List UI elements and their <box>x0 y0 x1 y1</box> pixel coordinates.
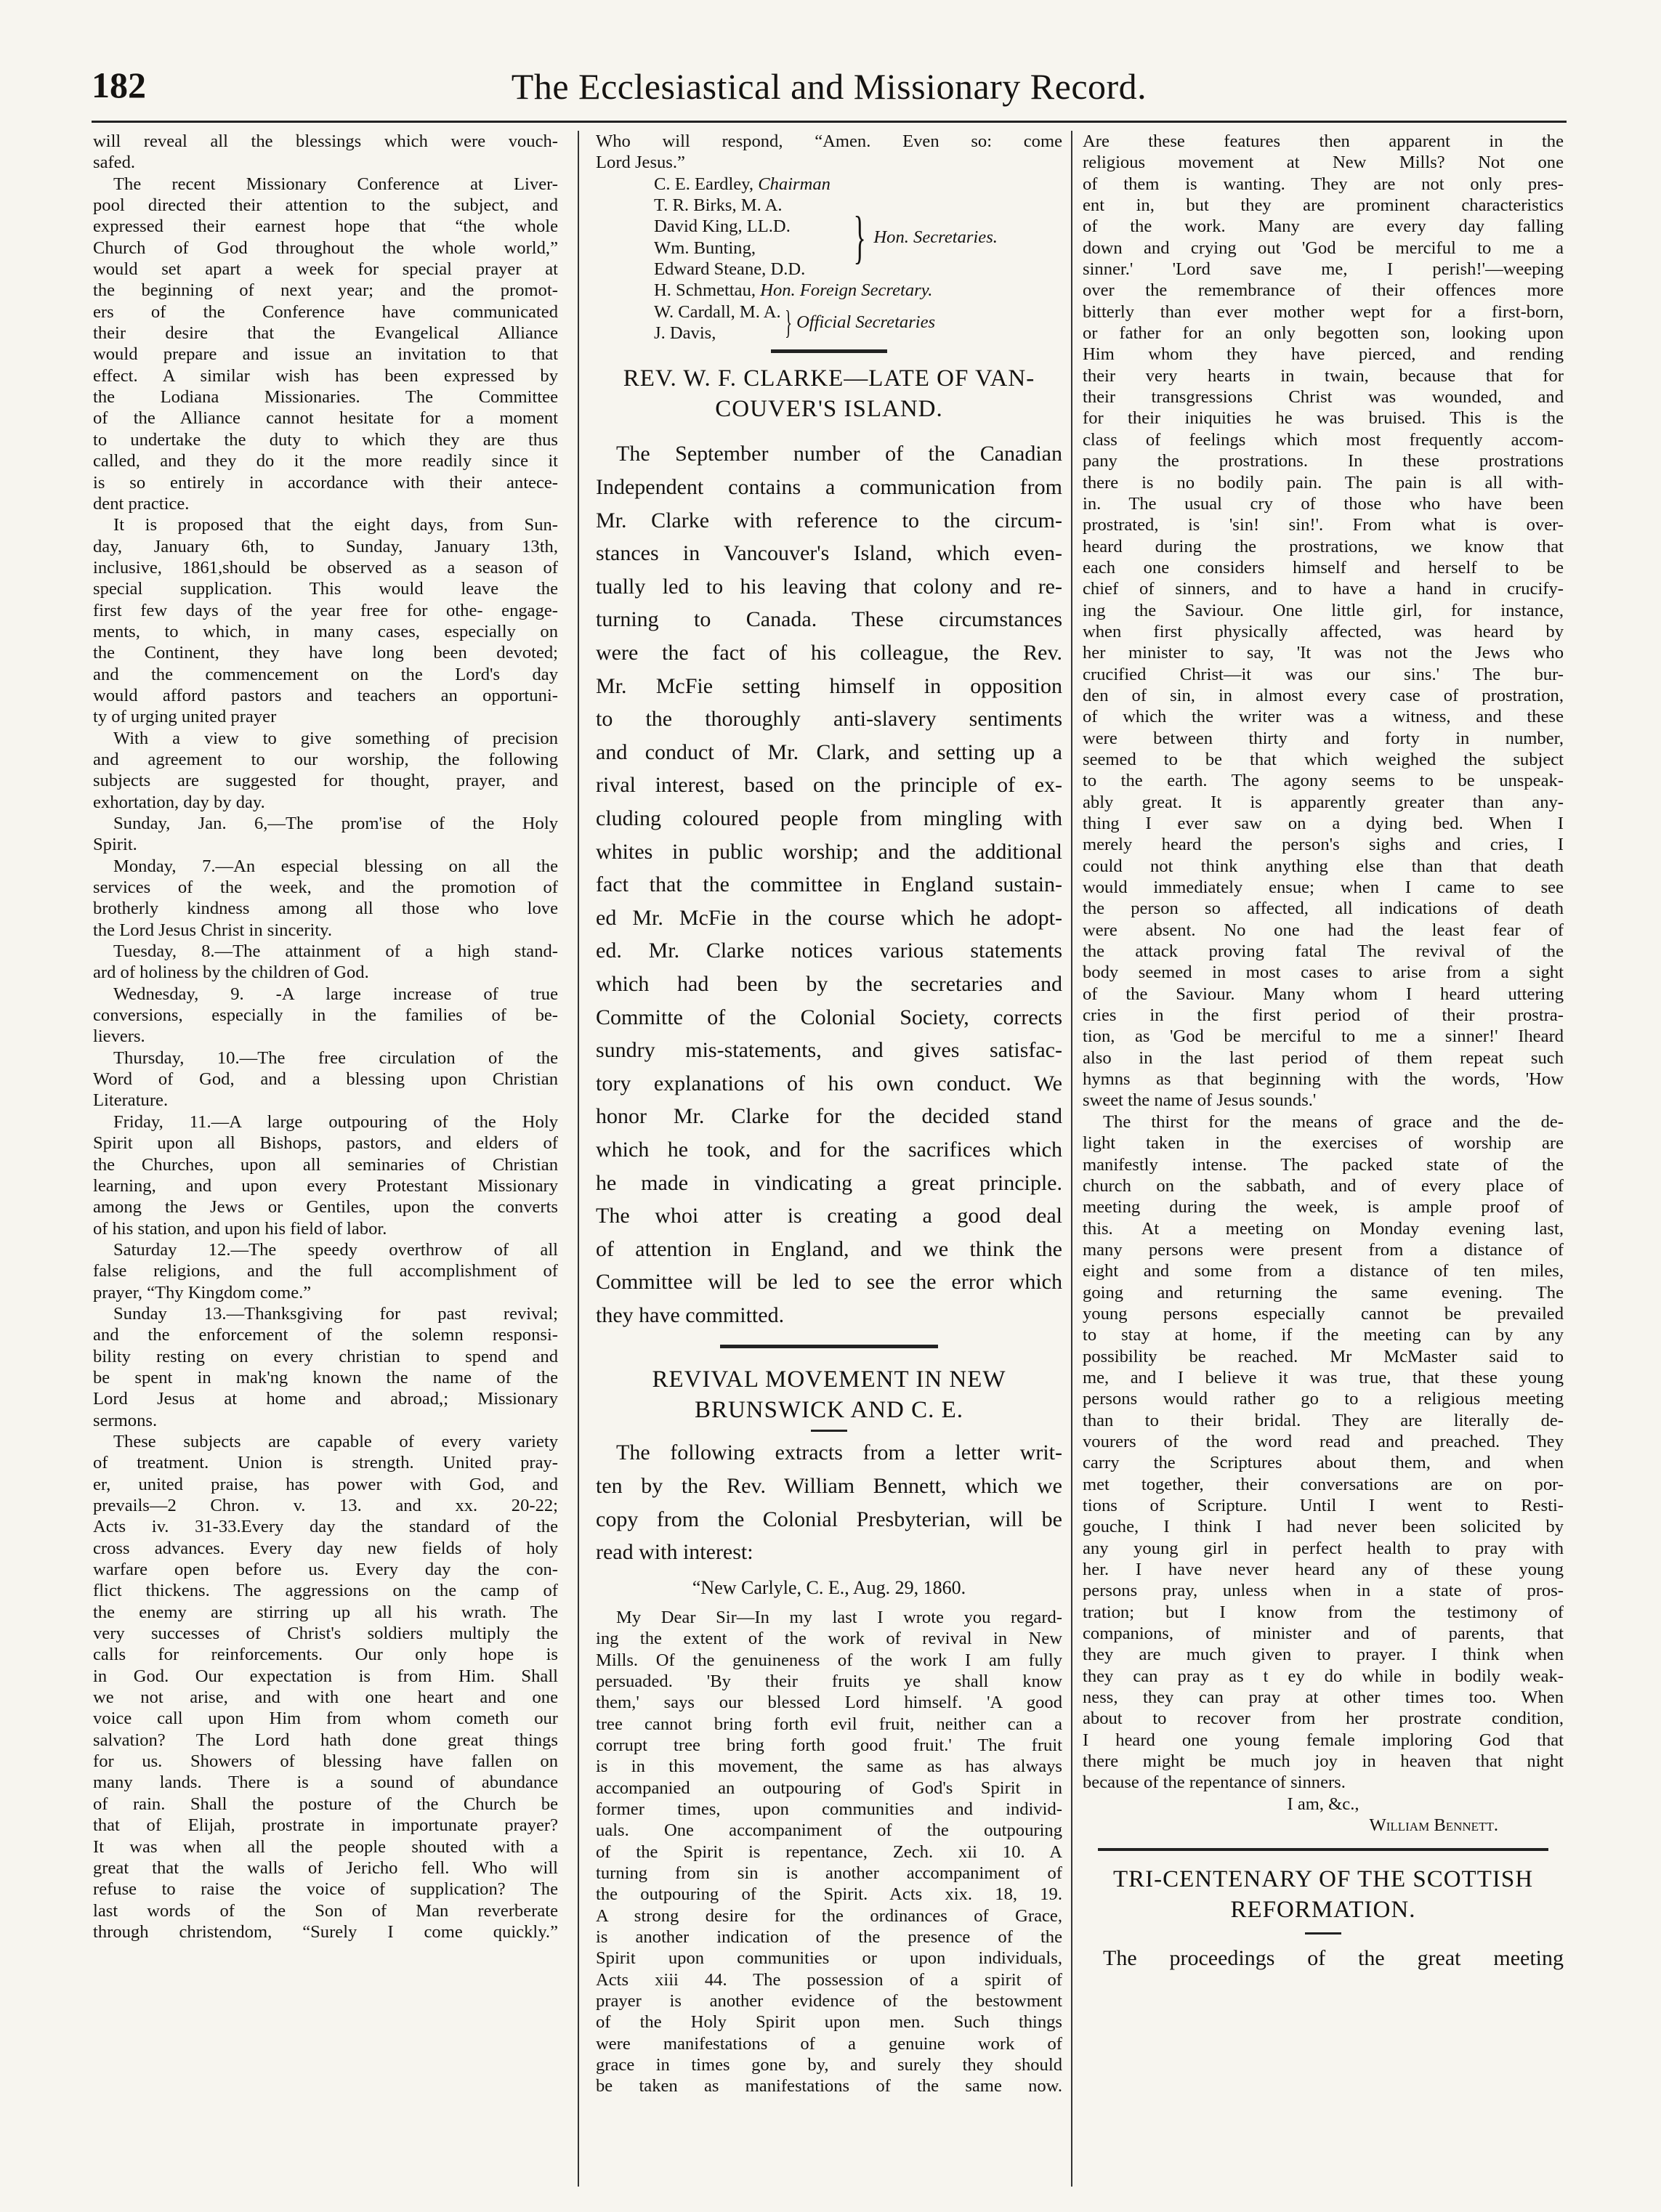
text-line: turning from sin is another accompaniment of <box>596 1863 1062 1883</box>
text-line: cross advances. Every day new fields of holy <box>93 1538 558 1558</box>
column-divider <box>1071 131 1072 2187</box>
text-line: Spirit upon all Bishops, pastors, and elders of <box>93 1133 558 1154</box>
text-line: of them is wanting. They are not only pres- <box>1083 174 1564 194</box>
text-line: bitterly than ever mother wept for a first-born, <box>1083 301 1564 322</box>
text-line: met together, their conversations are on por- <box>1083 1474 1564 1494</box>
text-line: any young girl in perfect health to pray with <box>1083 1538 1564 1558</box>
text-line: many persons were present from a distance of <box>1083 1239 1564 1260</box>
text-line: prayer, “Thy Kingdom come.” <box>93 1282 312 1303</box>
text-line: refuse to raise the voice of supplication? The <box>93 1879 558 1900</box>
signatory-name: J. Davis, <box>654 323 716 344</box>
column-2 <box>596 131 1062 2194</box>
text-line: of treatment. Union is strength. United pray- <box>93 1453 558 1473</box>
text-line: The September number of the Canadian <box>616 442 1062 466</box>
signatory-name: Wm. Bunting, <box>654 238 756 258</box>
text-line: in. The usual cry of those who have been <box>1083 493 1564 514</box>
text-line: Him whom they have pierced, and rending <box>1083 344 1564 365</box>
text-line: Spirit upon communities or upon individuals, <box>596 1948 1062 1969</box>
text-line: Saturday 12.—The speedy overthrow of all <box>113 1239 558 1260</box>
text-line: in God. Our expectation is from Him. Shall <box>93 1666 558 1686</box>
text-line: of which the writer was a witness, and these <box>1083 707 1564 727</box>
text-line: would set apart a week for special prayer at <box>93 259 558 280</box>
signatory-role: Chairman <box>758 174 830 194</box>
text-line: tree cannot bring forth evil fruit, neither can a <box>596 1714 1062 1734</box>
text-line: there is no bodily pain. The pain is all with- <box>1083 472 1564 493</box>
text-line: lievers. <box>93 1026 145 1047</box>
text-line: the Lord Jesus Christ in sincerity. <box>93 920 333 940</box>
text-line: of the Saviour. Many whom I heard uttering <box>1083 984 1564 1004</box>
text-line: hymns as that beginning with the words, 'How <box>1083 1069 1564 1090</box>
text-line: also in the last period of them repeat such <box>1083 1048 1564 1068</box>
short-rule <box>1305 1932 1341 1935</box>
text-line: there might be much joy in heaven that night <box>1083 1751 1564 1772</box>
column-1 <box>93 131 558 2187</box>
text-line: their very hearts in twain, because that for <box>1083 365 1564 386</box>
evangelical-alliance-text <box>93 131 558 1942</box>
text-line: prayer is another evidence of the bestowment <box>596 1991 1062 2012</box>
text-line: Committe of the Colonial Society, corrects <box>596 1005 1062 1029</box>
text-line: were absent. No one had the least fear of <box>1083 920 1564 940</box>
text-line: persons would rather go to a religious meeting <box>1083 1389 1564 1409</box>
text-line: ments, to which, in many cases, especially on <box>93 621 558 641</box>
text-line: the person so affected, all indications of death <box>1083 899 1564 919</box>
text-line: the attack proving fatal The revival of the <box>1083 941 1564 962</box>
text-line: among the Jews or Gentiles, upon the converts <box>93 1197 558 1218</box>
text-line: The thirst for the means of grace and the de- <box>1103 1111 1564 1132</box>
text-line: seemed to be that which weighed the subject <box>1083 749 1564 769</box>
text-line: ty of urging united prayer <box>93 707 277 727</box>
text-line: rival interest, based on the principle of ex- <box>596 773 1062 798</box>
text-line: this. At a meeting on Monday evening last, <box>1083 1218 1564 1239</box>
text-line: tion, as 'God be merciful to me a sinner!' Iheard <box>1083 1026 1564 1047</box>
text-line: down and crying out 'God be merciful to me a <box>1083 238 1564 258</box>
text-line: The recent Missionary Conference at Liver- <box>113 174 558 194</box>
text-line: Mr. McFie setting himself in opposition <box>596 673 1062 698</box>
text-line: great that the walls of Jericho fell. Who will <box>93 1857 558 1878</box>
text-line: corrupt tree bring forth good fruit.' The fruit <box>596 1735 1062 1755</box>
text-line: sermons. <box>93 1410 158 1430</box>
text-line: A strong desire for the ordinances of Grace, <box>596 1905 1062 1926</box>
text-line: Sunday, Jan. 6,—The prom'ise of the Holy <box>113 814 558 833</box>
text-line: persons pray, unless when in a state of pros- <box>1083 1581 1564 1601</box>
signatory-name: T. R. Birks, M. A. <box>654 195 783 216</box>
text-line: It is proposed that the eight days, from Sun- <box>113 515 558 535</box>
text-line: of his station, and upon his field of labor. <box>93 1218 387 1239</box>
column-3 <box>1083 131 1564 2187</box>
text-line: or father for an only begotten son, looking upon <box>1083 323 1564 344</box>
text-line: The proceedings of the great meeting <box>1103 1945 1564 1970</box>
text-line: to the earth. The agony seems to be unspeak- <box>1083 771 1564 791</box>
text-line: light taken in the exercises of worship are <box>1083 1133 1564 1154</box>
text-line: eight and some from a distance of ten miles, <box>1083 1261 1564 1281</box>
text-line: possibility be reached. Mr McMaster said to <box>1083 1346 1564 1366</box>
text-line: Sunday 13.—Thanksgiving for past revival; <box>113 1303 558 1324</box>
text-line: religious movement at New Mills? Not one <box>1083 153 1564 173</box>
text-line: vourers of the word read and preached. They <box>1083 1431 1564 1451</box>
text-line: of attention in England, and we think the <box>596 1236 1062 1261</box>
text-line: Mr. Clarke with reference to the circum- <box>596 508 1062 532</box>
text-line: young persons especially cannot be prevailed <box>1083 1303 1564 1324</box>
signatory-role: Hon. Foreign Secretary. <box>760 280 933 301</box>
text-line: ing the extent of the work of revival in New <box>596 1629 1062 1649</box>
text-line: first few days of the year free for othe- engage- <box>93 600 558 620</box>
text-line: the outpouring of the Spirit. Acts xix. 18, 19. <box>596 1884 1062 1905</box>
text-line: Independent contains a communication from <box>596 475 1062 500</box>
text-line: which he took, and for the sacrifices which <box>596 1137 1062 1162</box>
text-line: sundry mis-statements, and gives satisfac- <box>596 1038 1062 1063</box>
text-line: er, united praise, has power with God, and <box>93 1474 558 1494</box>
text-line: sinner.' 'Lord save me, I perish!'—weeping <box>1083 259 1564 280</box>
text-line: persuaded. 'By their fruits ye shall know <box>596 1671 1062 1691</box>
clarke-article-text <box>596 437 1062 1332</box>
text-line: because of the repentance of sinners. <box>1083 1773 1346 1793</box>
text-line: Who will respond, “Amen. Even so: come <box>596 131 1062 151</box>
text-line: subjects are suggested for thought, prayer, and <box>93 771 558 791</box>
text-line: Tuesday, 8.—The attainment of a high stand- <box>113 941 558 962</box>
text-line: will reveal all the blessings which were vouch- <box>93 131 558 151</box>
official-secretaries-label: Official Secretaries <box>796 312 936 333</box>
text-line: effect. A similar wish has been expressed by <box>93 365 558 386</box>
text-line: ed. Mr. Clarke notices various statements <box>596 939 1062 963</box>
text-line: dent practice. <box>93 493 190 514</box>
text-line: is so entirely in accordance with their antece- <box>93 472 558 493</box>
text-line: them,' says our blessed Lord himself. 'A good <box>596 1693 1062 1713</box>
text-line: the enemy are stirring up all his wrath. The <box>93 1602 558 1622</box>
text-line: ness, they can pray at other times too. When <box>1083 1688 1564 1708</box>
text-line: each one considers himself and herself to be <box>1083 557 1564 578</box>
text-line: pany the prostrations. In these prostrations <box>1083 451 1564 471</box>
signatory-name: David King, LL.D. <box>654 216 791 237</box>
text-line: thing I ever saw on a dying bed. When I <box>1083 814 1564 833</box>
signatory-name: C. E. Eardley, <box>654 174 754 194</box>
text-line: of the Alliance cannot hesitate for a moment <box>93 408 558 429</box>
text-line: to stay at home, if the meeting can by any <box>1083 1325 1564 1345</box>
text-line: It was when all the people shouted with a <box>93 1836 558 1857</box>
text-line: to undertake the duty to which they are thus <box>93 429 558 450</box>
text-line: would immediately ensue; when I came to see <box>1083 878 1564 898</box>
text-line: turning to Canada. These circumstances <box>596 607 1062 632</box>
text-line: he made in vindicating a great principle. <box>596 1170 1062 1195</box>
text-line: and conduct of Mr. Clark, and setting up a <box>596 740 1062 764</box>
text-line: the Continent, they have long been devoted; <box>93 643 558 663</box>
text-line: crucified Christ—it was our sins.' The bur- <box>1083 664 1564 684</box>
text-line: bility resting on every christian to spend and <box>93 1346 558 1366</box>
text-line: tions of Scripture. Until I went to Resti- <box>1083 1496 1564 1515</box>
text-line: of the Holy Spirit upon men. Such things <box>596 2012 1062 2033</box>
text-line: My Dear Sir—In my last I wrote you regard- <box>616 1607 1062 1627</box>
text-line: Acts iv. 31-33.Every day the standard of the <box>93 1517 558 1537</box>
text-line: manifestly intense. The packed state of the <box>1083 1154 1564 1175</box>
text-line: prostrated, is 'sin! sin!'. From what is over- <box>1083 515 1564 535</box>
text-line: the Lodiana Missionaries. The Committee <box>93 387 558 408</box>
text-line: former times, upon communities and individ- <box>596 1799 1062 1819</box>
text-line: her. I have never heard any of these young <box>1083 1560 1564 1580</box>
text-line: to the thoroughly anti-slavery sentiments <box>596 707 1062 732</box>
text-line: sweet the name of Jesus sounds.' <box>1083 1090 1317 1111</box>
text-line: Mills. Of the genuineness of the work I am fully <box>596 1650 1062 1670</box>
text-line: services of the week, and the promotion of <box>93 878 558 898</box>
text-line: ably great. It is apparently greater than any- <box>1083 792 1564 812</box>
signatory-name: W. Cardall, M. A. <box>654 301 781 322</box>
text-line: tually led to his leaving that colony and re- <box>596 574 1062 599</box>
text-line: With a view to give something of precision <box>113 728 558 748</box>
text-line: These subjects are capable of every variety <box>113 1431 558 1451</box>
text-line: her minister to say, 'It was not the Jews who <box>1083 643 1564 663</box>
text-line: very successes of Christ's soldiers multiply the <box>93 1624 558 1644</box>
text-line: tory explanations of his own conduct. We <box>596 1071 1062 1095</box>
text-line: and agreement to our worship, the following <box>93 749 558 769</box>
text-line: and the enforcement of the solemn responsi- <box>93 1325 558 1345</box>
text-line: of the Spirit is repentance, Zech. xii 10. A <box>596 1842 1062 1862</box>
text-line: expressed their earnest hope that “the whole <box>93 216 558 237</box>
text-line: for their iniquities he was bruised. This is the <box>1083 408 1564 429</box>
text-line: tration; but I know from the testimony of <box>1083 1602 1564 1622</box>
text-line: is another indication of the presence of the <box>596 1927 1062 1947</box>
text-line: Are these features then apparent in the <box>1083 131 1564 151</box>
text-line: ten by the Rev. William Bennett, which we <box>596 1474 1062 1499</box>
text-line: ed Mr. McFie in the course which he adopt- <box>596 905 1062 930</box>
text-line: ing the Saviour. One little girl, for instance, <box>1083 600 1564 620</box>
text-line: be taken as manifestations of the same now. <box>596 2076 1062 2096</box>
revival-intro-text <box>596 1436 1062 1568</box>
text-line: of the work. Many are every day falling <box>1083 216 1564 237</box>
text-line: of rain. Shall the posture of the Church be <box>93 1794 558 1814</box>
text-line: they are much given to prayer. I think when <box>1083 1645 1564 1665</box>
text-line: flict thickens. The aggressions on the camp of <box>93 1581 558 1601</box>
text-line: class of feelings which most frequently accom- <box>1083 429 1564 450</box>
text-line: stances in Vancouver's Island, which even- <box>596 541 1062 566</box>
text-line: for us. Showers of blessing have fallen on <box>93 1751 558 1772</box>
text-line: were the fact of his colleague, the Rev. <box>596 641 1062 665</box>
text-line: they can pray as t ey do while in bodily weak- <box>1083 1666 1564 1686</box>
text-line: pool directed their attention to the subject, and <box>93 195 558 216</box>
text-line: Literature. <box>93 1090 169 1111</box>
bennett-letter-continued <box>1083 131 1564 1794</box>
text-line: their desire that the Evangelical Alliance <box>93 323 558 344</box>
text-line: Committee will be led to see the error which <box>596 1270 1062 1295</box>
text-line: than to their bridal. They are literally de- <box>1083 1410 1564 1430</box>
bennett-letter-text <box>596 1607 1062 2097</box>
tri-centenary-heading: TRI-CENTENARY OF THE SCOTTISH <box>1112 1865 1534 1892</box>
text-line: body seemed in most cases to arise from a sight <box>1083 963 1564 983</box>
text-line: ers of the Conference have communicated <box>93 301 558 322</box>
text-line: be spent in mak'ng known the name of the <box>93 1367 558 1387</box>
revival-heading: REVIVAL MOVEMENT IN NEW <box>652 1366 1006 1393</box>
text-line: when first physically affected, was heard by <box>1083 621 1564 641</box>
signatory-name: H. Schmettau, <box>654 280 756 301</box>
text-line: that of Elijah, prostrate in importunate prayer? <box>93 1815 558 1836</box>
brace-icon: } <box>785 304 793 341</box>
text-line: were manifestations of a genuine work of <box>596 2033 1062 2054</box>
clarke-heading: REV. W. F. CLARKE—LATE OF VAN- <box>623 365 1035 392</box>
text-line: day, January 6th, to Sunday, January 13th, <box>93 536 558 556</box>
text-line: gouche, I think I had never been solicited by <box>1083 1517 1564 1537</box>
text-line: grace in times gone by, and surely they should <box>596 2055 1062 2075</box>
text-line: me, and I believe it was true, that these young <box>1083 1367 1564 1387</box>
page-header <box>92 64 1567 115</box>
text-line: which had been by the secretaries and <box>596 971 1062 996</box>
text-line: Monday, 7.—An especial blessing on all the <box>113 856 558 876</box>
letter-signature: William Bennett. <box>1369 1815 1498 1836</box>
text-line: prevails—2 Chron. v. 13. and xx. 20-22; <box>93 1496 558 1515</box>
tri-centenary-heading-cont: REFORMATION. <box>1230 1896 1416 1923</box>
text-line: copy from the Colonial Presbyterian, will be <box>596 1507 1062 1531</box>
text-line: fact that the committee in England sustain- <box>596 872 1062 897</box>
text-line: carry the Scriptures about them, and when <box>1083 1453 1564 1473</box>
text-line: last words of the Son of Man reverberate <box>93 1900 558 1921</box>
text-line: were between thirty and forty in number, <box>1083 728 1564 748</box>
text-line: would prepare and issue an invitation to that <box>93 344 558 365</box>
text-line: chief of sinners, and to have a hand in crucify- <box>1083 579 1564 599</box>
text-line: uals. One accompaniment of the outpouring <box>596 1820 1062 1841</box>
text-line: and the commencement on the Lord's day <box>93 664 558 684</box>
text-line: accompanied an outpouring of God's Spirit in <box>596 1778 1062 1798</box>
text-line: could not think anything else than that death <box>1083 856 1564 876</box>
journal-title: The Ecclesiastical and Missionary Record. <box>511 66 1147 107</box>
text-line: whites in public worship; and the additional <box>596 839 1062 864</box>
text-line: safed. <box>93 153 136 173</box>
alliance-closing-text <box>596 131 1062 174</box>
text-line: false religions, and the full accomplishment of <box>93 1261 558 1281</box>
header-rule <box>92 121 1567 123</box>
text-line: Spirit. <box>93 835 137 855</box>
text-line: heard during the prostrations, we know that <box>1083 536 1564 556</box>
text-line: cluding coloured people from mingling with <box>596 806 1062 830</box>
text-line: ard of holiness by the children of God. <box>93 963 369 983</box>
text-line: is in this movement, the same as has always <box>596 1757 1062 1777</box>
text-line: over the remembrance of their offences more <box>1083 280 1564 301</box>
text-line: we not arise, and with one heart and one <box>93 1688 558 1708</box>
page-number: 182 <box>92 65 146 105</box>
text-line: The following extracts from a letter writ- <box>616 1441 1062 1465</box>
text-line: the beginning of next year; and the promot- <box>93 280 558 301</box>
brace-icon: } <box>853 205 866 270</box>
text-line: Word of God, and a blessing upon Christian <box>93 1069 558 1090</box>
text-line: Wednesday, 9. -A large increase of true <box>113 984 558 1004</box>
text-line: conversions, especially in the families of be- <box>93 1005 558 1026</box>
text-line: ent in, but they are prominent characteristics <box>1083 195 1564 216</box>
text-line: called, and they do it the more readily since it <box>93 451 558 471</box>
text-line: exhortation, day by day. <box>93 792 265 812</box>
letter-closing: I am, &c., <box>1287 1794 1359 1814</box>
text-line: brotherly kindness among all those who love <box>93 899 558 919</box>
text-line: learning, and upon every Protestant Missionary <box>93 1175 558 1196</box>
column-divider <box>578 131 579 2187</box>
text-line: Friday, 11.—A large outpouring of the Holy <box>113 1111 558 1132</box>
text-line: honor Mr. Clarke for the decided stand <box>596 1104 1062 1129</box>
text-line: cries in the first period of their prostra- <box>1083 1005 1564 1026</box>
text-line: through christendom, “Surely I come quickly.” <box>93 1921 558 1942</box>
text-line: calls for reinforcements. Our only hope is <box>93 1645 558 1665</box>
clarke-heading-cont: COUVER'S ISLAND. <box>715 396 943 423</box>
text-line: many lands. There is a sound of abundance <box>93 1773 558 1793</box>
text-line: meeting during the week, is ample proof of <box>1083 1197 1564 1218</box>
text-line: voice call upon Him from whom cometh our <box>93 1709 558 1729</box>
text-line: Acts xiii 44. The possession of a spirit of <box>596 1969 1062 1990</box>
text-line: church on the sabbath, and of every place of <box>1083 1175 1564 1196</box>
letter-dateline: “New Carlyle, C. E., Aug. 29, 1860. <box>692 1576 966 1598</box>
text-line: going and returning the same evening. The <box>1083 1282 1564 1303</box>
revival-heading-cont: BRUNSWICK AND C. E. <box>694 1397 964 1424</box>
text-line: Thursday, 10.—The free circulation of the <box>113 1048 558 1068</box>
signatory-name: Edward Steane, D.D. <box>654 259 806 280</box>
short-rule <box>811 1430 847 1432</box>
text-line: special supplication. This would leave the <box>93 579 558 599</box>
text-line: their transgressions Christ was wounded, and <box>1083 387 1564 408</box>
text-line: Church of God throughout the whole world,” <box>93 238 558 258</box>
text-line: about to recover from her prostrate condition, <box>1083 1709 1564 1729</box>
text-line: I heard one young female imploring God that <box>1083 1730 1564 1750</box>
signatories-block <box>596 174 1062 344</box>
text-line: warfare open before us. Every day the con- <box>93 1560 558 1580</box>
text-line: inclusive, 1861,should be observed as a season of <box>93 557 558 578</box>
text-line: read with interest: <box>596 1540 753 1565</box>
text-line: Lord Jesus at home and abroad,; Missionary <box>93 1389 558 1409</box>
text-line: they have committed. <box>596 1303 785 1327</box>
text-line: would afford pastors and teachers an opportuni- <box>93 685 558 705</box>
text-line: The whoi atter is creating a good deal <box>596 1204 1062 1228</box>
text-line: salvation? The Lord hath done great things <box>93 1730 558 1750</box>
hon-secretaries-label: Hon. Secretaries. <box>873 227 998 248</box>
text-line: den of sin, in almost every case of prostration, <box>1083 685 1564 705</box>
tri-centenary-text <box>1083 1942 1564 1975</box>
text-line: companions, of minister and of parents, that <box>1083 1624 1564 1644</box>
text-line: merely heard the person's sighs and cries, I <box>1083 835 1564 855</box>
text-line: the Churches, upon all seminaries of Christian <box>93 1154 558 1175</box>
text-line: Lord Jesus.” <box>596 153 685 173</box>
